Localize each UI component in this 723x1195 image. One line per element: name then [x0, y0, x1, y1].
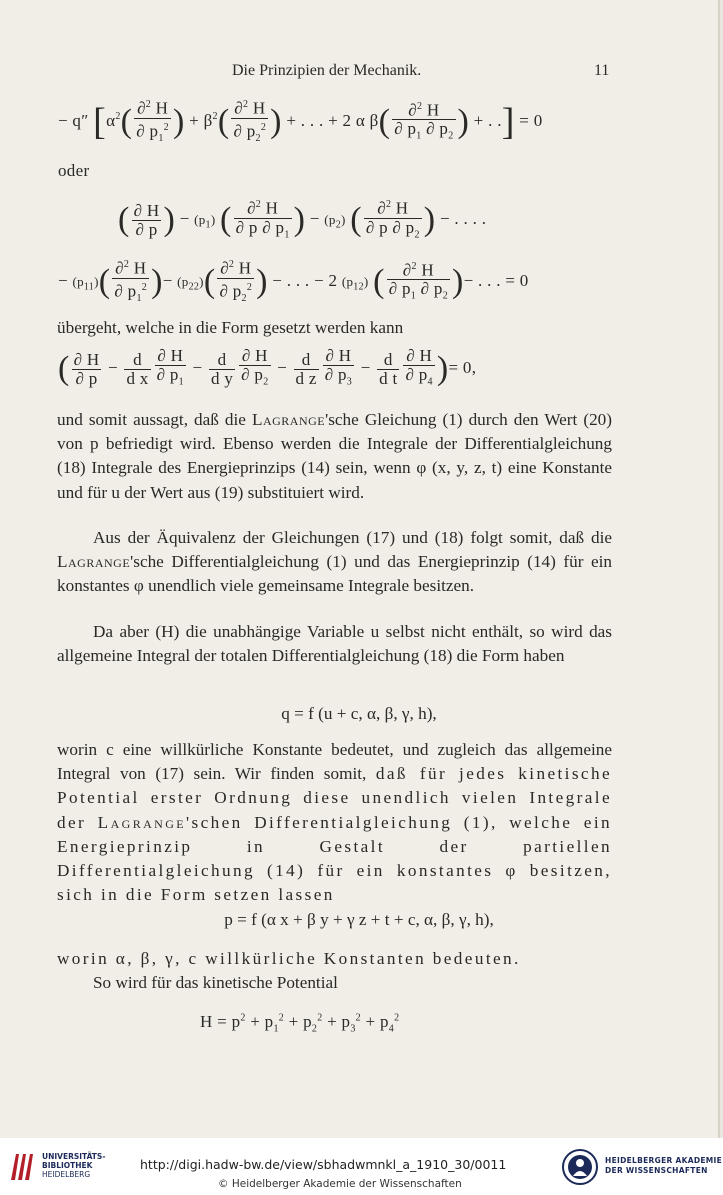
- academy-name: HEIDELBERGER AKADEMIE DER WISSENSCHAFTEN: [605, 1156, 723, 1175]
- equation-p: p = f (α x + β y + γ z + t + c, α, β, γ, h),: [224, 910, 494, 929]
- paragraph-2: Aus der Äquivalenz der Gleichungen (17) und (18) folgt somit, daß die Lagrange'sche Differentialgleichung (1) und das Energieprinzip (14) für ein konstantes φ unendlich viele gemeinsame Integrale besitzen.: [57, 528, 612, 596]
- equation-line-3: − $(p_{11})$( $\frac{\partial^2 H}{\partial p_1^2}$ )− $(p_{22})$( $\frac{\partial^2 H}{\partial p_2^2}$ ) − . . . − 2 $(p_{12})$ ( $\frac{\partial^2 H}{\partial p_1 \partial p_2}$ )− . . . = 0: [58, 256, 529, 308]
- page-number: 11: [594, 62, 610, 79]
- word-oder: oder: [58, 161, 90, 180]
- library-name: UNIVERSITÄTS- BIBLIOTHEK HEIDELBERG: [42, 1152, 106, 1179]
- paragraph-4: worin c eine willkürliche Konstante bedeutet, und zugleich das allgemeine Integral von (17) sein. Wir finden somit, daß für jedes kinetische Potential erster Ordnung diese unendlich vielen Integrale der Lagrange'schen Differentialgleichung (1), welche ein Energieprinzip in Gestalt der partiellen Differentialgleichung (14) für ein konstantes φ besitzen, sich in die Form setzen lassen: [57, 740, 612, 905]
- footer-bar: [0, 1138, 723, 1195]
- name-lagrange: Lagrange: [57, 552, 131, 572]
- equation-line-2: ( $\frac{\partial H}{\partial p}$ ) − $(p_1)$ ( $\frac{\partial^2 H}{\partial p \partial p_1}$ ) − $(p_2)$ ( $\frac{\partial^2 H}{\partial p \partial p_2}$ ) − . . . .: [118, 196, 486, 244]
- equation-line-4: ( $\frac{\partial H}{\partial p}$ − $\frac{d}{\text{d x}}$ $\frac{\partial H}{\partial p_1}$ − $\frac{d}{\text{d y}}$ $\frac{\partial H}{\partial p_2}$ − $\frac{d}{\text{d z}}$ $\frac{\partial H}{\partial p_3}$ − $\frac{d}{\text{d t}}$ $\frac{\partial H}{\partial p_4}$ )= 0,: [58, 346, 477, 388]
- name-lagrange: Lagrange: [97, 812, 187, 832]
- spaced-emphasis: daß für jedes kinetische Potential erster Ordnung diese unendlich vielen Integrale der: [57, 764, 612, 832]
- copyright-text: © Heidelberger Akademie der Wissenschaften: [218, 1178, 462, 1190]
- equation-q: q = f (u + c, α, β, γ, h),: [281, 704, 437, 723]
- paragraph-1: und somit aussagt, daß die Lagrange'sche Gleichung (1) durch den Wert (20) von p befriedigt wird. Ebenso werden die Integrale der Differentialgleichung (18) Integrale des Energieprinzips (14) sein, wenn φ (x, y, z, t) eine Konstante und für u der Wert aus (19) substituiert wird.: [57, 410, 612, 502]
- library-logo-icon: [8, 1150, 34, 1184]
- name-lagrange: Lagrange: [251, 410, 326, 429]
- academy-seal-icon: [561, 1148, 599, 1186]
- running-title: Die Prinzipien der Mechanik.: [232, 62, 422, 79]
- source-url[interactable]: http://digi.hadw-bw.de/view/sbhadwmnkl_a_1910_30/0011: [140, 1157, 507, 1172]
- equation-h: $H = p^2 + p_1^2 + p_2^2 + p_3^2 + p_4^2$: [200, 1012, 400, 1035]
- line-uebergeht: übergeht, welche in die Form gesetzt werden kann: [57, 318, 404, 337]
- paragraph-5: worin α, β, γ, c willkürliche Konstanten bedeuten.: [57, 949, 521, 968]
- paragraph-6: So wird für das kinetische Potential: [93, 973, 338, 992]
- paragraph-3: Da aber (H) die unabhängige Variable u selbst nicht enthält, so wird das allgemeine Integral der totalen Differentialgleichung (18) die Form haben: [57, 622, 612, 666]
- equation-line-1: − q″ [$\alpha^2$( $\frac{\partial^2 H}{\partial p_1^2}$ ) + $\beta^2$( $\frac{\partial^2 H}{\partial p_2^2}$ ) + . . . + 2 α β( $\frac{\partial^2 H}{\partial p_1 \partial p_2}$ ) + . .] = 0: [58, 96, 543, 148]
